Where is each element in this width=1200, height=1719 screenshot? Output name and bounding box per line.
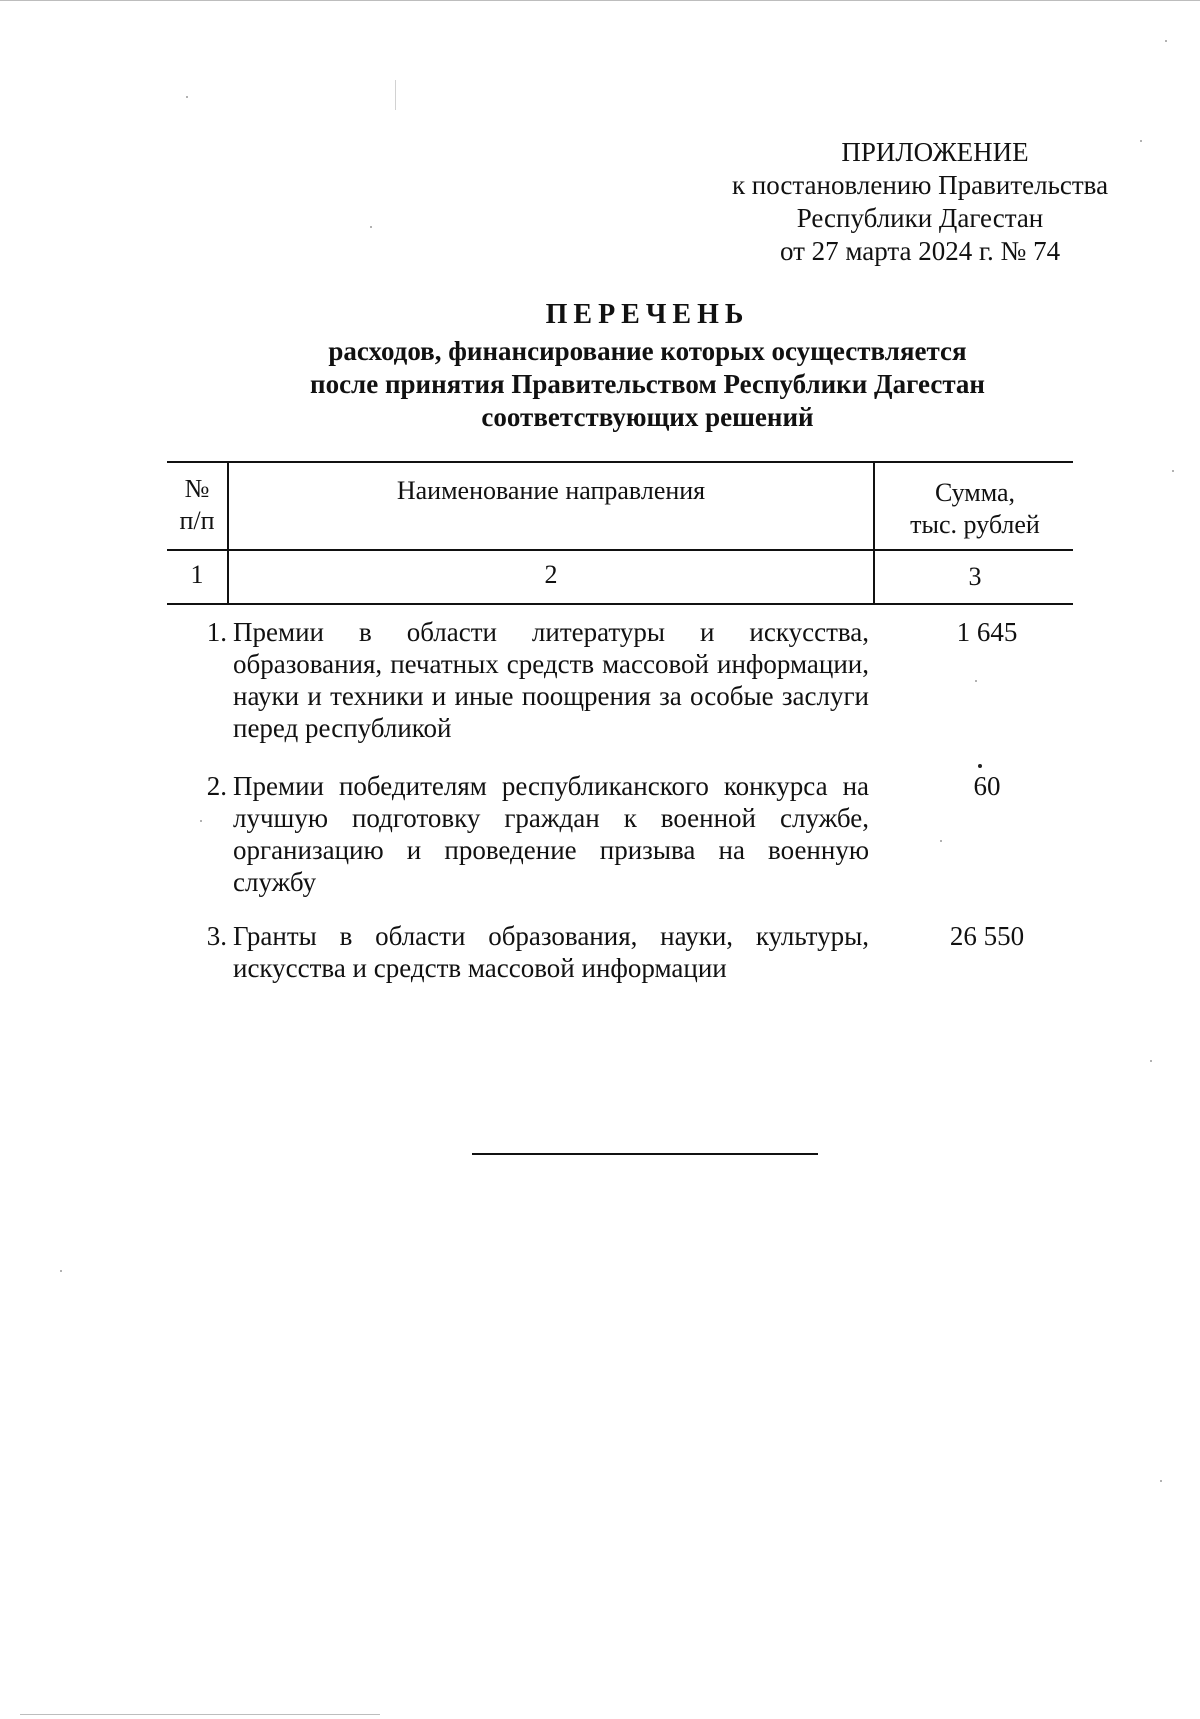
row-amount: 1 645 [956,617,1018,647]
column-number-1: 1 [190,560,204,589]
header-sum [875,477,1075,541]
scan-speck [1140,140,1142,142]
scan-edge-bottom [20,1714,380,1715]
scan-speck [60,1270,62,1272]
table-rule-bottom [167,603,1073,605]
row-number: 1. [206,617,227,647]
row-description: Премии в области литературы и искусства, образования, печатных средств массовой информации, науки и техники и иные поощрения за особые заслуги перед республикой [233,617,869,743]
appendix-block [700,136,1140,268]
appendix-title: ПРИЛОЖЕНИЕ [841,137,1029,167]
scan-speck [940,840,942,842]
header-name: Наименование направления [396,476,706,505]
appendix-line-3: от 27 марта 2024 г. № 74 [779,236,1061,266]
scan-speck [395,80,396,110]
header-sum-line-2: тыс. рублей [910,510,1040,539]
header-sum-line-1: Сумма, [934,478,1016,507]
appendix-line-2: Республики Дагестан [796,203,1044,233]
scan-speck [200,820,202,822]
header-num [167,473,227,537]
column-number-2: 2 [544,560,558,589]
heading-line-3: соответствующих решений [481,402,814,432]
table-rule-top [167,461,1073,463]
scan-speck [370,226,372,228]
column-number-3: 3 [968,562,982,591]
scan-speck [1160,1480,1162,1482]
scan-speck [186,96,188,98]
scan-speck [978,764,982,768]
table-rule-mid [167,549,1073,551]
row-description: Гранты в области образования, науки, культуры, искусства и средств массовой информации [233,921,869,983]
row-number: 3. [206,921,227,951]
row-number: 2. [206,771,227,801]
heading-line-2: после принятия Правительством Республики Дагестан [310,369,985,399]
header-num-line-1: № [184,474,210,503]
row-description: Премии победителям республиканского конкурса на лучшую подготовку граждан к военной службе, организацию и проведение призыва на военную службу [233,771,869,897]
heading-line-1: расходов, финансирование которых осуществляется [328,336,967,366]
scan-speck [975,680,977,682]
row-amount: 26 550 [949,921,1025,951]
document-end-rule [472,1153,818,1155]
scan-speck [1150,1060,1152,1062]
appendix-line-1: к постановлению Правительства [731,170,1109,200]
row-amount: 60 [973,771,1001,801]
scan-speck [1165,40,1167,42]
heading-main: ПЕРЕЧЕНЬ [545,299,750,330]
scan-speck [1172,470,1174,472]
scan-edge-top [0,0,1200,1]
document-heading [150,298,1145,434]
header-num-line-2: п/п [179,506,215,535]
